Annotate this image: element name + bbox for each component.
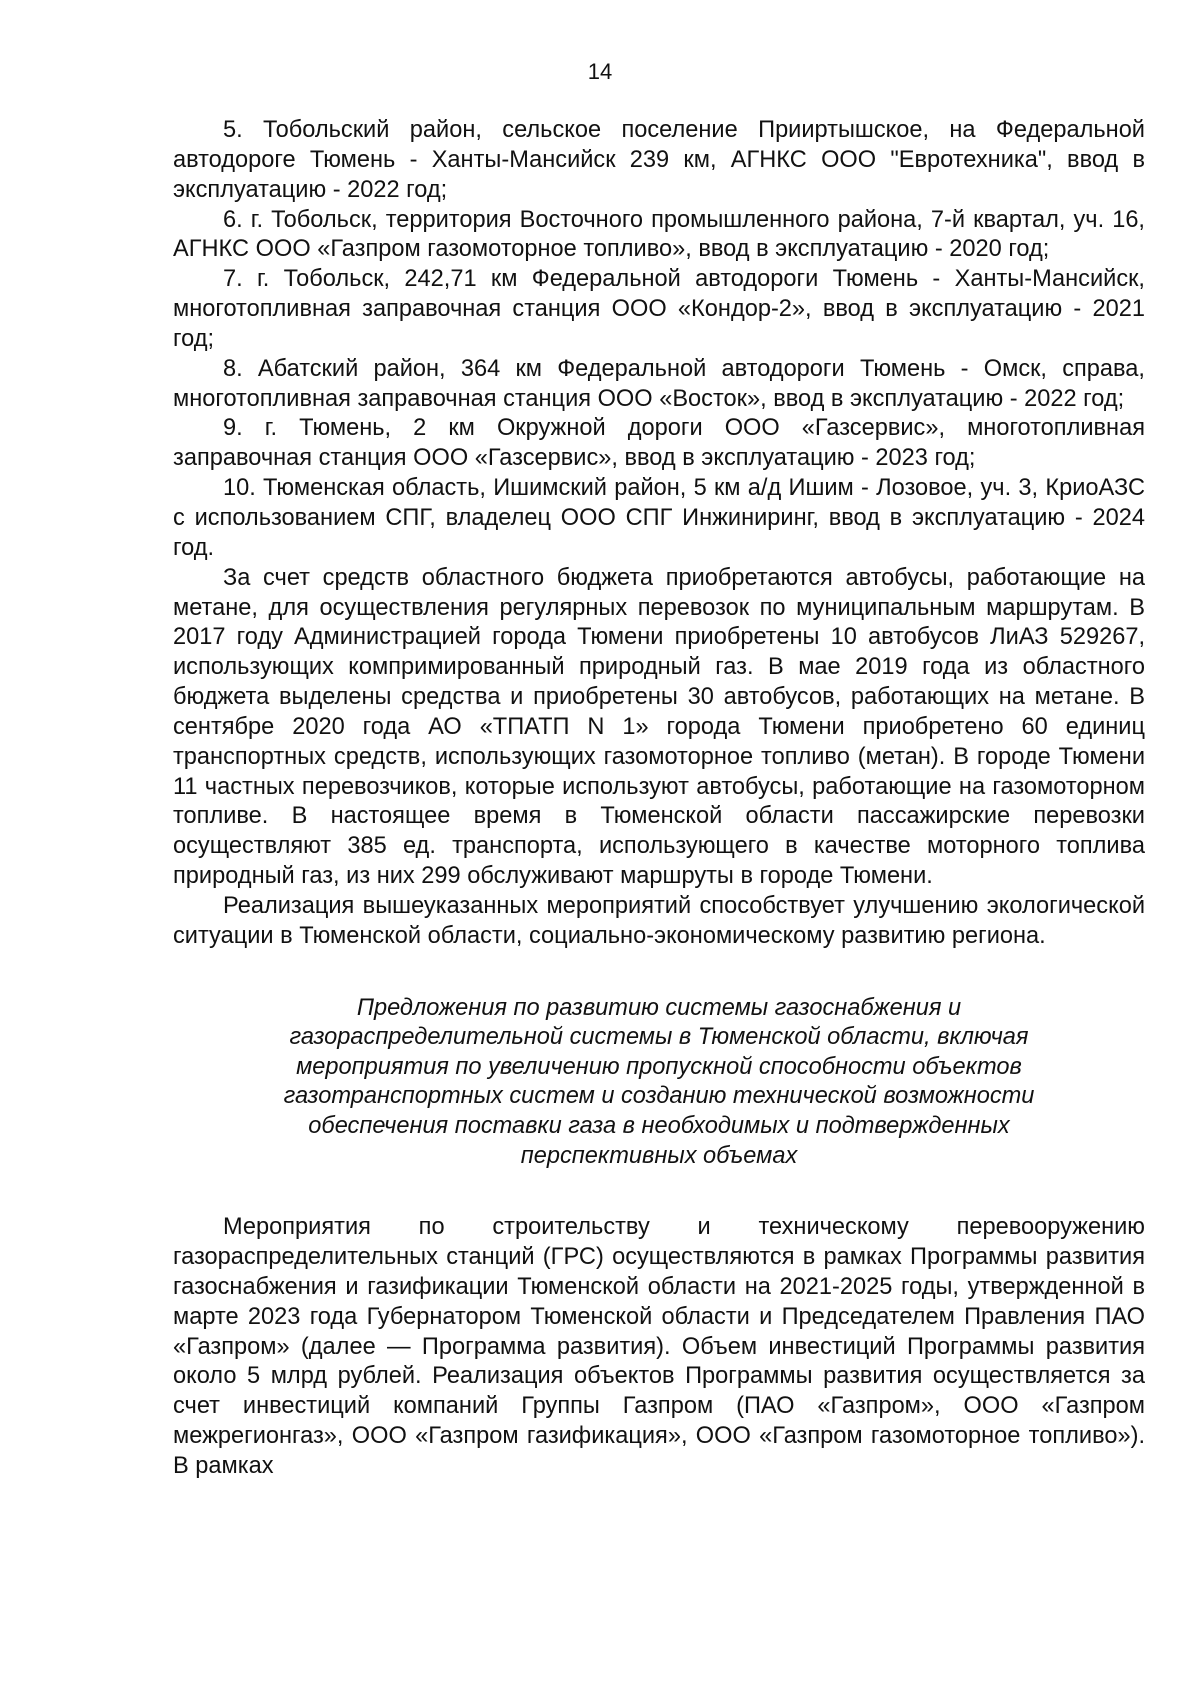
paragraph-ecology: Реализация вышеуказанных мероприятий способствует улучшению экологической ситуации в Тюменской области, социально-экономическому развитию региона. xyxy=(173,892,1145,949)
paragraph-grs-program: Мероприятия по строительству и техническому перевооружению газораспределительных станций (ГРС) осуществляются в рамках Программы развития газоснабжения и газификации Тюменской области на 2021-2025 годы, утвержденной в марте 2023 года Губернатором Тюменской области и Председателем Правления ПАО «Газпром» (далее — Программа развития). Объем инвестиций Программы развития около 5 млрд рублей. Реализация объектов Программы развития осуществляется за счет инвестиций компаний Группы Газпром (ПАО «Газпром», ООО «Газпром межрегионгаз», ООО «Газпром газификация», ООО «Газпром газомоторное топливо»). В рамках xyxy=(173,1214,1145,1479)
section-heading: Предложения по развитию системы газоснабжения и газораспределительной системы в Тюменской области, включая мероприятия по увеличению пропускной способности объектов газотранспортных систем и созданию технической возможности обеспечения поставки газа в необходимых и подтвержденных перспективных объемах xyxy=(283,994,1035,1169)
body-text xyxy=(173,116,1145,1482)
paragraph-item-10: 10. Тюменская область, Ишимский район, 5 км а/д Ишим - Лозовое, уч. 3, КриоАЗС с использованием СПГ, владелец ООО СПГ Инжиниринг, ввод в эксплуатацию - 2024 год. xyxy=(173,475,1145,561)
paragraph-item-7: 7. г. Тобольск, 242,71 км Федеральной автодороги Тюмень - Ханты-Мансийск, многотопливная заправочная станция ООО «Кондор-2», ввод в эксплуатацию - 2021 год; xyxy=(173,266,1145,352)
page-number: 14 xyxy=(587,59,613,84)
paragraph-buses: За счет средств областного бюджета приобретаются автобусы, работающие на метане, для осуществления регулярных перевозок по муниципальным маршрутам. В 2017 году Администрацией города Тюмени приобретены 10 автобусов ЛиАЗ 529267, использующих компримированный природный газ. В мае 2019 года из областного бюджета выделены средства и приобретены 30 автобусов, работающих на метане. В сентябре 2020 года АО «ТПАТП N 1» города Тюмени приобретено 60 единиц транспортных средств, использующих газомоторное топливо (метан). В городе Тюмени 11 частных перевозчиков, которые используют автобусы, работающие на газомоторном топливе. В настоящее время в Тюменской области пассажирские перевозки осуществляют 385 ед. транспорта, использующего в качестве моторного топлива природный газ, из них 299 обслуживают маршруты в городе Тюмени. xyxy=(173,564,1145,890)
paragraph-item-5: 5. Тобольский район, сельское поселение Прииртышское, на Федеральной автодороге Тюмень - Ханты-Мансийск 239 км, АГНКС ООО "Евротехника", ввод в эксплуатацию - 2022 год; xyxy=(173,117,1145,203)
paragraph-item-6: 6. г. Тобольск, территория Восточного промышленного района, 7-й квартал, уч. 16, АГНКС ООО «Газпром газомоторное топливо», ввод в эксплуатацию - 2020 год; xyxy=(173,206,1145,263)
paragraph-item-9: 9. г. Тюмень, 2 км Окружной дороги ООО «Газсервис», многотопливная заправочная станция ООО «Газсервис», ввод в эксплуатацию - 2023 год; xyxy=(173,415,1145,472)
paragraph-item-8: 8. Абатский район, 364 км Федеральной автодороги Тюмень - Омск, справа, многотопливная заправочная станция ООО «Восток», ввод в эксплуатацию - 2022 год; xyxy=(173,355,1145,412)
